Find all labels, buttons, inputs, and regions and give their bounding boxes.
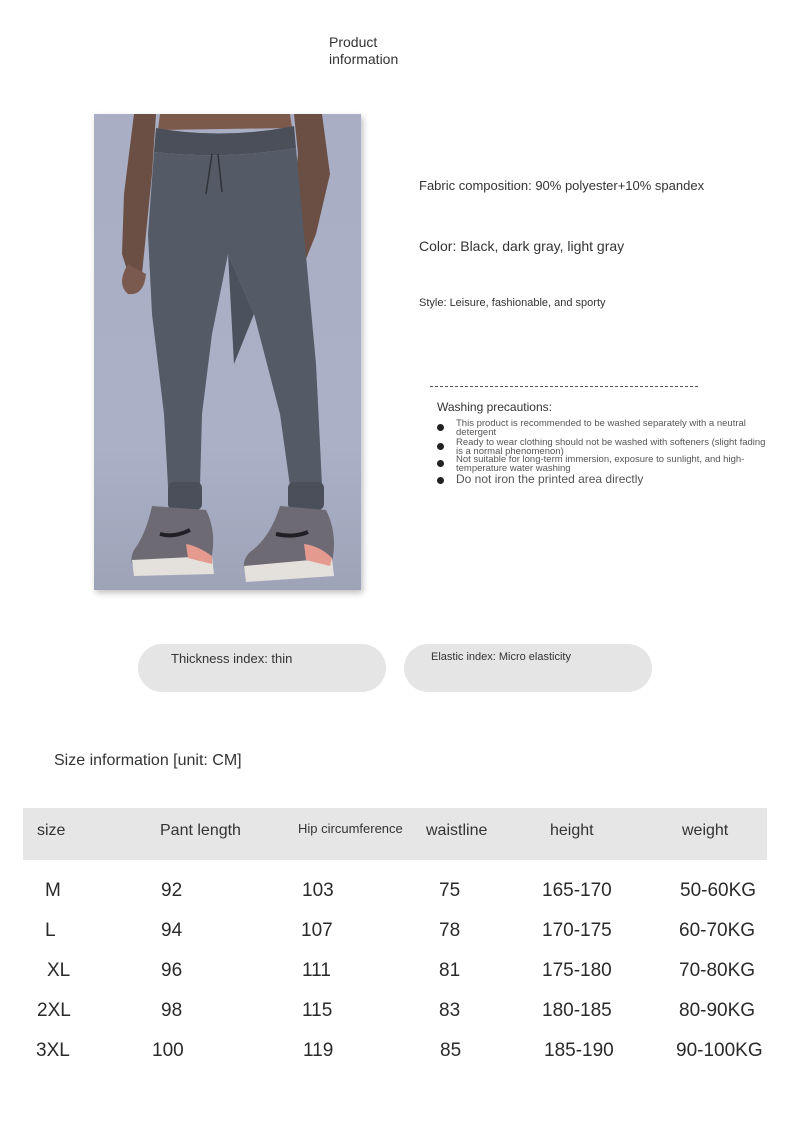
hip-cell: 107 [301,920,333,941]
hip-cell: 111 [302,960,331,981]
elastic-index-badge [404,644,652,692]
weight-cell: 50-60KG [680,880,757,901]
table-row [23,880,767,920]
size-section-title: Size information [unit: CM] [54,752,242,769]
column-header-pant-length: Pant length [160,822,241,839]
table-row [23,1040,767,1080]
column-header-size: size [37,822,66,839]
column-header-height: height [550,822,594,839]
pant-length-cell: 92 [161,880,183,901]
pant-length-cell: 96 [161,960,183,981]
size-cell: 3XL [36,1040,70,1061]
hip-cell: 103 [302,880,334,901]
height-cell: 185-190 [544,1040,614,1061]
height-cell: 165-170 [542,880,612,901]
waistline-cell: 75 [439,880,461,901]
height-cell: 180-185 [542,1000,612,1021]
waistline-cell: 83 [439,1000,461,1021]
bullet-icon [437,424,444,431]
hip-cell: 119 [303,1040,334,1061]
jogger-pants-illustration [94,114,361,590]
washing-title: Washing precautions: [437,400,552,414]
pant-length-cell: 100 [152,1040,184,1061]
fabric-composition: Fabric composition: 90% polyester+10% spandex [419,178,705,193]
size-cell: XL [47,960,71,981]
table-row [23,960,767,1000]
waistline-cell: 78 [439,920,461,941]
bullet-icon [437,477,444,484]
size-cell: 2XL [37,1000,71,1021]
elastic-index-label: Elastic index: Micro elasticity [431,651,571,663]
bullet-icon [437,443,444,450]
weight-cell: 90-100KG [676,1040,763,1061]
washing-item: This product is recommended to be washed separately with a neutral detergent [437,419,772,437]
size-table [23,808,767,1080]
table-row [23,1000,767,1040]
pant-length-cell: 98 [161,1000,183,1021]
washing-divider [430,386,698,387]
column-header-hip: Hip circumference [298,821,403,836]
waistline-cell: 81 [439,960,461,981]
waistline-cell: 85 [440,1040,462,1061]
thickness-index-badge [138,644,386,692]
bullet-icon [437,460,444,467]
size-cell: M [45,880,61,901]
height-cell: 170-175 [542,920,612,941]
weight-cell: 80-90KG [679,1000,756,1021]
washing-item: Ready to wear clothing should not be washed with softeners (slight fading is a normal phenomenon) [437,438,772,456]
page-title: Product information [329,34,399,67]
column-header-weight: weight [682,822,729,839]
color-options: Color: Black, dark gray, light gray [419,238,625,254]
weight-cell: 70-80KG [679,960,756,981]
size-table-header [23,808,767,860]
washing-item: Do not iron the printed area directly [437,473,772,486]
weight-cell: 60-70KG [679,920,756,941]
table-row [23,920,767,960]
product-photo [94,114,361,590]
height-cell: 175-180 [542,960,612,981]
style-description: Style: Leisure, fashionable, and sporty [419,297,606,309]
hip-cell: 115 [302,1000,333,1021]
thickness-index-label: Thickness index: thin [171,651,293,666]
washing-item: Not suitable for long-term immersion, exposure to sunlight, and high-temperature water washing [437,455,772,473]
size-cell: L [45,920,56,941]
column-header-waistline: waistline [426,822,488,839]
pant-length-cell: 94 [161,920,183,941]
